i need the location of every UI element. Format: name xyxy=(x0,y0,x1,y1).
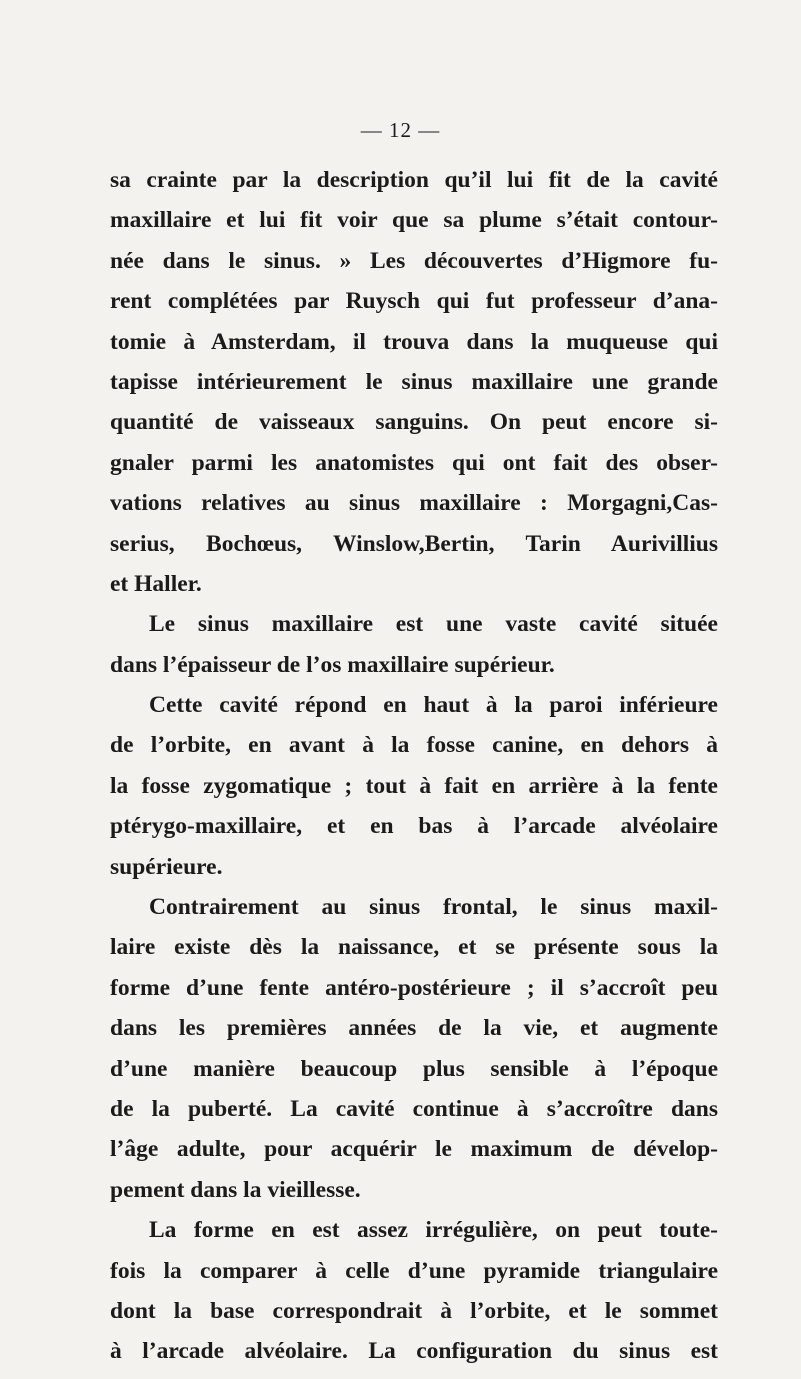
text-line: pement dans la vieillesse. xyxy=(110,1176,361,1203)
text-line: l’âge adulte, pour acquérir le maximum de dévelop- xyxy=(110,1136,718,1163)
text-line: fois la comparer à celle d’une pyramide triangulaire xyxy=(110,1257,718,1284)
text-line: et Haller. xyxy=(110,570,202,597)
text-line: sa crainte par la description qu’il lui fit de la cavité xyxy=(110,167,718,193)
text-line: d’une manière beaucoup plus sensible à l’époque xyxy=(110,1055,718,1082)
text-line: maxillaire et lui fit voir que sa plume s’était contour- xyxy=(110,207,718,234)
text-line: dans les premières années de la vie, et augmente xyxy=(110,1015,718,1042)
text-line: tomie à Amsterdam, il trouva dans la muqueuse qui xyxy=(110,328,718,355)
text-line: supérieure. xyxy=(110,853,223,880)
text-line: dont la base correspondrait à l’orbite, et le sommet xyxy=(110,1297,718,1324)
text-line: quantité de vaisseaux sanguins. On peut encore si- xyxy=(110,409,718,436)
text-line: la fosse zygomatique ; tout à fait en arrière à la fente xyxy=(110,772,718,799)
text-line: tapisse intérieurement le sinus maxillaire une grande xyxy=(110,368,718,395)
text-line: Contrairement au sinus frontal, le sinus maxil- xyxy=(149,894,718,921)
text-line: de la puberté. La cavité continue à s’accroître dans xyxy=(110,1095,718,1122)
text-line: vations relatives au sinus maxillaire : Morgagni,Cas- xyxy=(110,490,718,517)
text-line: de l’orbite, en avant à la fosse canine, en dehors à xyxy=(110,732,718,759)
text-line: née dans le sinus. » Les découvertes d’Higmore fu- xyxy=(110,247,718,274)
text-line: dans l’épaisseur de l’os maxillaire supérieur. xyxy=(110,651,555,678)
text-line: La forme en est assez irrégulière, on peut toute- xyxy=(149,1217,718,1244)
text-line: à l’arcade alvéolaire. La configuration du sinus est xyxy=(110,1338,718,1365)
body-text xyxy=(110,160,718,1372)
text-line: laire existe dès la naissance, et se présente sous la xyxy=(110,934,718,961)
text-line: forme d’une fente antéro-postérieure ; il s’accroît peu xyxy=(110,974,718,1001)
text-line: Cette cavité répond en haut à la paroi inférieure xyxy=(149,692,718,719)
text-line: serius, Bochœus, Winslow,Bertin, Tarin Aurivillius xyxy=(110,530,718,557)
text-line: Le sinus maxillaire est une vaste cavité située xyxy=(149,611,718,638)
page-number: — 12 — xyxy=(360,118,441,142)
text-line: gnaler parmi les anatomistes qui ont fait des obser- xyxy=(110,449,718,476)
text-line: rent complétées par Ruysch qui fut professeur d’ana- xyxy=(110,288,718,315)
text-line: ptérygo-maxillaire, et en bas à l’arcade alvéolaire xyxy=(110,813,718,840)
